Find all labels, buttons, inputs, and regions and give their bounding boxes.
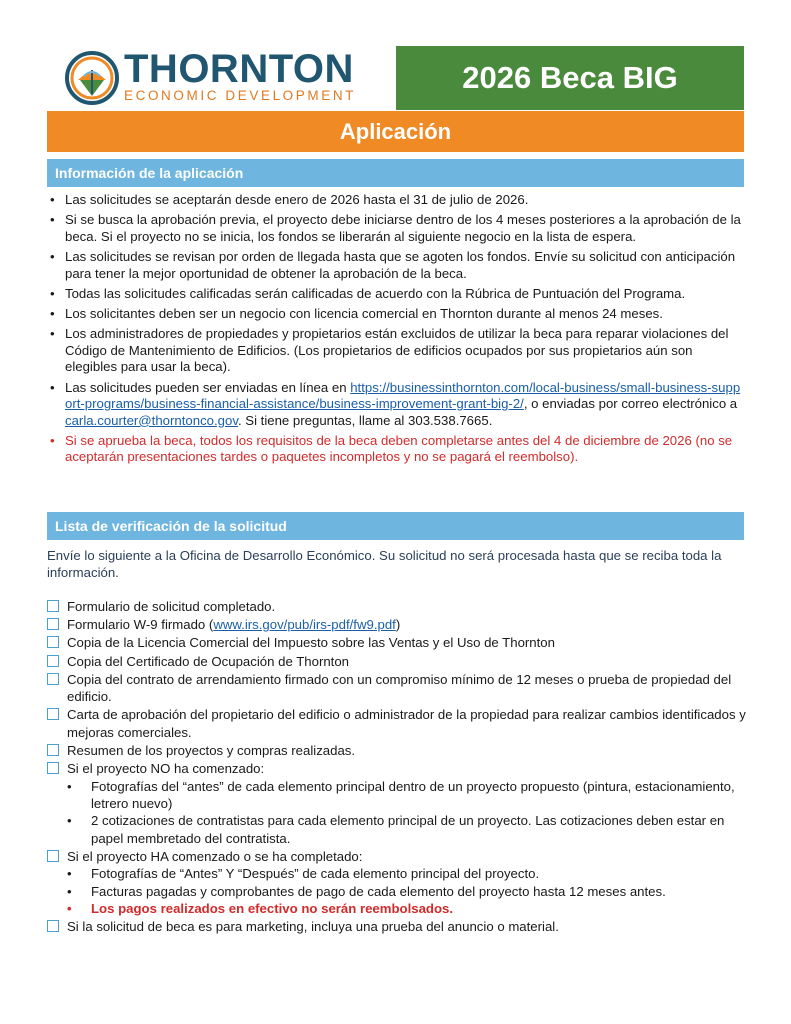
checklist-item: Si el proyecto NO ha comenzado: • Fotografías del “antes” de cada elemento principal dentro de un proyecto propuesto (pintura, estacionamiento, letrero nuevo) • 2 cotizaciones de contratistas para cada elemento principal de un proyecto. Las cotizaciones deben estar en papel membretado del contratista.	[47, 760, 747, 847]
info-item: • Los solicitantes deben ser un negocio con licencia comercial en Thornton durante al menos 24 meses.	[47, 306, 747, 323]
sub-item: • Fotografías de “Antes” Y “Después” de cada elemento principal del proyecto.	[67, 865, 747, 882]
online-application-link[interactable]: https://businessinthornton.com/local-business/small-business-support-programs/business-financial-assistance/business-improvement-grant-big-2/	[65, 379, 741, 412]
checkbox[interactable]	[47, 636, 59, 648]
checklist-item: Resumen de los proyectos y compras realizadas.	[47, 742, 747, 759]
checklist-item: Si el proyecto HA comenzado o se ha completado: • Fotografías de “Antes” Y “Después” de cada elemento principal del proyecto. • Facturas pagadas y comprobantes de pago de cada elemento del proyecto hasta 12 meses antes. • Los pagos realizados en efectivo no serán reembolsados.	[47, 848, 747, 918]
info-item: • Las solicitudes se aceptarán desde enero de 2026 hasta el 31 de julio de 2026.	[47, 192, 747, 209]
grant-title: 2026 Beca BIG	[396, 46, 744, 110]
checklist-intro: Envíe lo siguiente a la Oficina de Desarrollo Económico. Su solicitud no será procesada hasta que se reciba toda la información.	[47, 548, 722, 580]
checklist-item: Copia del Certificado de Ocupación de Thornton	[47, 653, 747, 670]
w9-link[interactable]: www.irs.gov/pub/irs-pdf/fw9.pdf	[213, 617, 396, 633]
logo-title: THORNTON	[124, 47, 354, 91]
checkbox[interactable]	[47, 744, 59, 756]
info-item: • Todas las solicitudes calificadas serán calificadas de acuerdo con la Rúbrica de Puntuación del Programa.	[47, 286, 747, 303]
checkbox[interactable]	[47, 600, 59, 612]
checkbox[interactable]	[47, 762, 59, 774]
checklist-item: Copia de la Licencia Comercial del Impuesto sobre las Ventas y el Uso de Thornton	[47, 634, 747, 651]
checklist-item: Formulario de solicitud completado.	[47, 598, 747, 615]
info-item: • Las solicitudes se revisan por orden de llegada hasta que se agoten los fondos. Envíe su solicitud con anticipación para tener la mejor oportunidad de obtener la aprobación de la beca.	[47, 249, 747, 282]
logo-subtitle: ECONOMIC DEVELOPMENT	[124, 88, 357, 103]
checkbox[interactable]	[47, 850, 59, 862]
checklist-item: Copia del contrato de arrendamiento firmado con un compromiso mínimo de 12 meses o prueba de propiedad del edificio.	[47, 671, 747, 706]
checkbox[interactable]	[47, 618, 59, 630]
checkbox[interactable]	[47, 655, 59, 667]
thornton-emblem-icon	[64, 50, 120, 106]
sub-list	[67, 865, 747, 917]
email-link[interactable]: carla.courter@thorntonco.gov	[65, 412, 238, 428]
checklist-item: Formulario W-9 firmado (www.irs.gov/pub/irs-pdf/fw9.pdf)	[47, 616, 747, 633]
info-item-submission: • Las solicitudes pueden ser enviadas en línea en https://businessinthornton.com/local-business/small-business-support-programs/business-financial-assistance/business-improvement-grant-big-2/, o enviadas por correo electrónico a carla.courter@thorntonco.gov. Si tiene preguntas, llame al 303.538.7665.	[47, 380, 747, 430]
info-item: • Si se busca la aprobación previa, el proyecto debe iniciarse dentro de los 4 meses posteriores a la aprobación de la beca. Si el proyecto no se inicia, los fondos se liberarán al siguiente negocio en la lista de espera.	[47, 212, 747, 245]
deadline-warning: • Si se aprueba la beca, todos los requisitos de la beca deben completarse antes del 4 de diciembre de 2026 (no se aceptarán presentaciones tardes o paquetes incompletos y no se pagará el reembolso).	[47, 433, 747, 466]
checklist	[47, 598, 747, 937]
checklist-item: Carta de aprobación del propietario del edificio o administrador de la propiedad para realizar cambios identificados y mejoras comerciales.	[47, 706, 747, 741]
checkbox[interactable]	[47, 708, 59, 720]
checkbox[interactable]	[47, 920, 59, 932]
thornton-logo	[64, 48, 374, 108]
sub-item: • 2 cotizaciones de contratistas para cada elemento principal de un proyecto. Las cotizaciones deben estar en papel membretado del contratista.	[67, 812, 747, 847]
checklist-section-header: Lista de verificación de la solicitud	[47, 512, 744, 540]
sub-list	[67, 778, 747, 848]
checkbox[interactable]	[47, 673, 59, 685]
application-banner: Aplicación	[47, 111, 744, 152]
sub-item: • Facturas pagadas y comprobantes de pago de cada elemento del proyecto hasta 12 meses antes.	[67, 883, 747, 900]
info-section-header: Información de la aplicación	[47, 159, 744, 187]
sub-item: • Fotografías del “antes” de cada elemento principal dentro de un proyecto propuesto (pintura, estacionamiento, letrero nuevo)	[67, 778, 747, 813]
checklist-item: Si la solicitud de beca es para marketing, incluya una prueba del anuncio o material.	[47, 918, 747, 935]
info-list	[47, 192, 747, 470]
info-item: • Los administradores de propiedades y propietarios están excluidos de utilizar la beca para reparar violaciones del Código de Mantenimiento de Edificios. (Los propietarios de edificios ocupados por sus propietarios aún son elegibles para usar la beca).	[47, 326, 747, 376]
cash-warning: • Los pagos realizados en efectivo no serán reembolsados.	[67, 900, 747, 917]
